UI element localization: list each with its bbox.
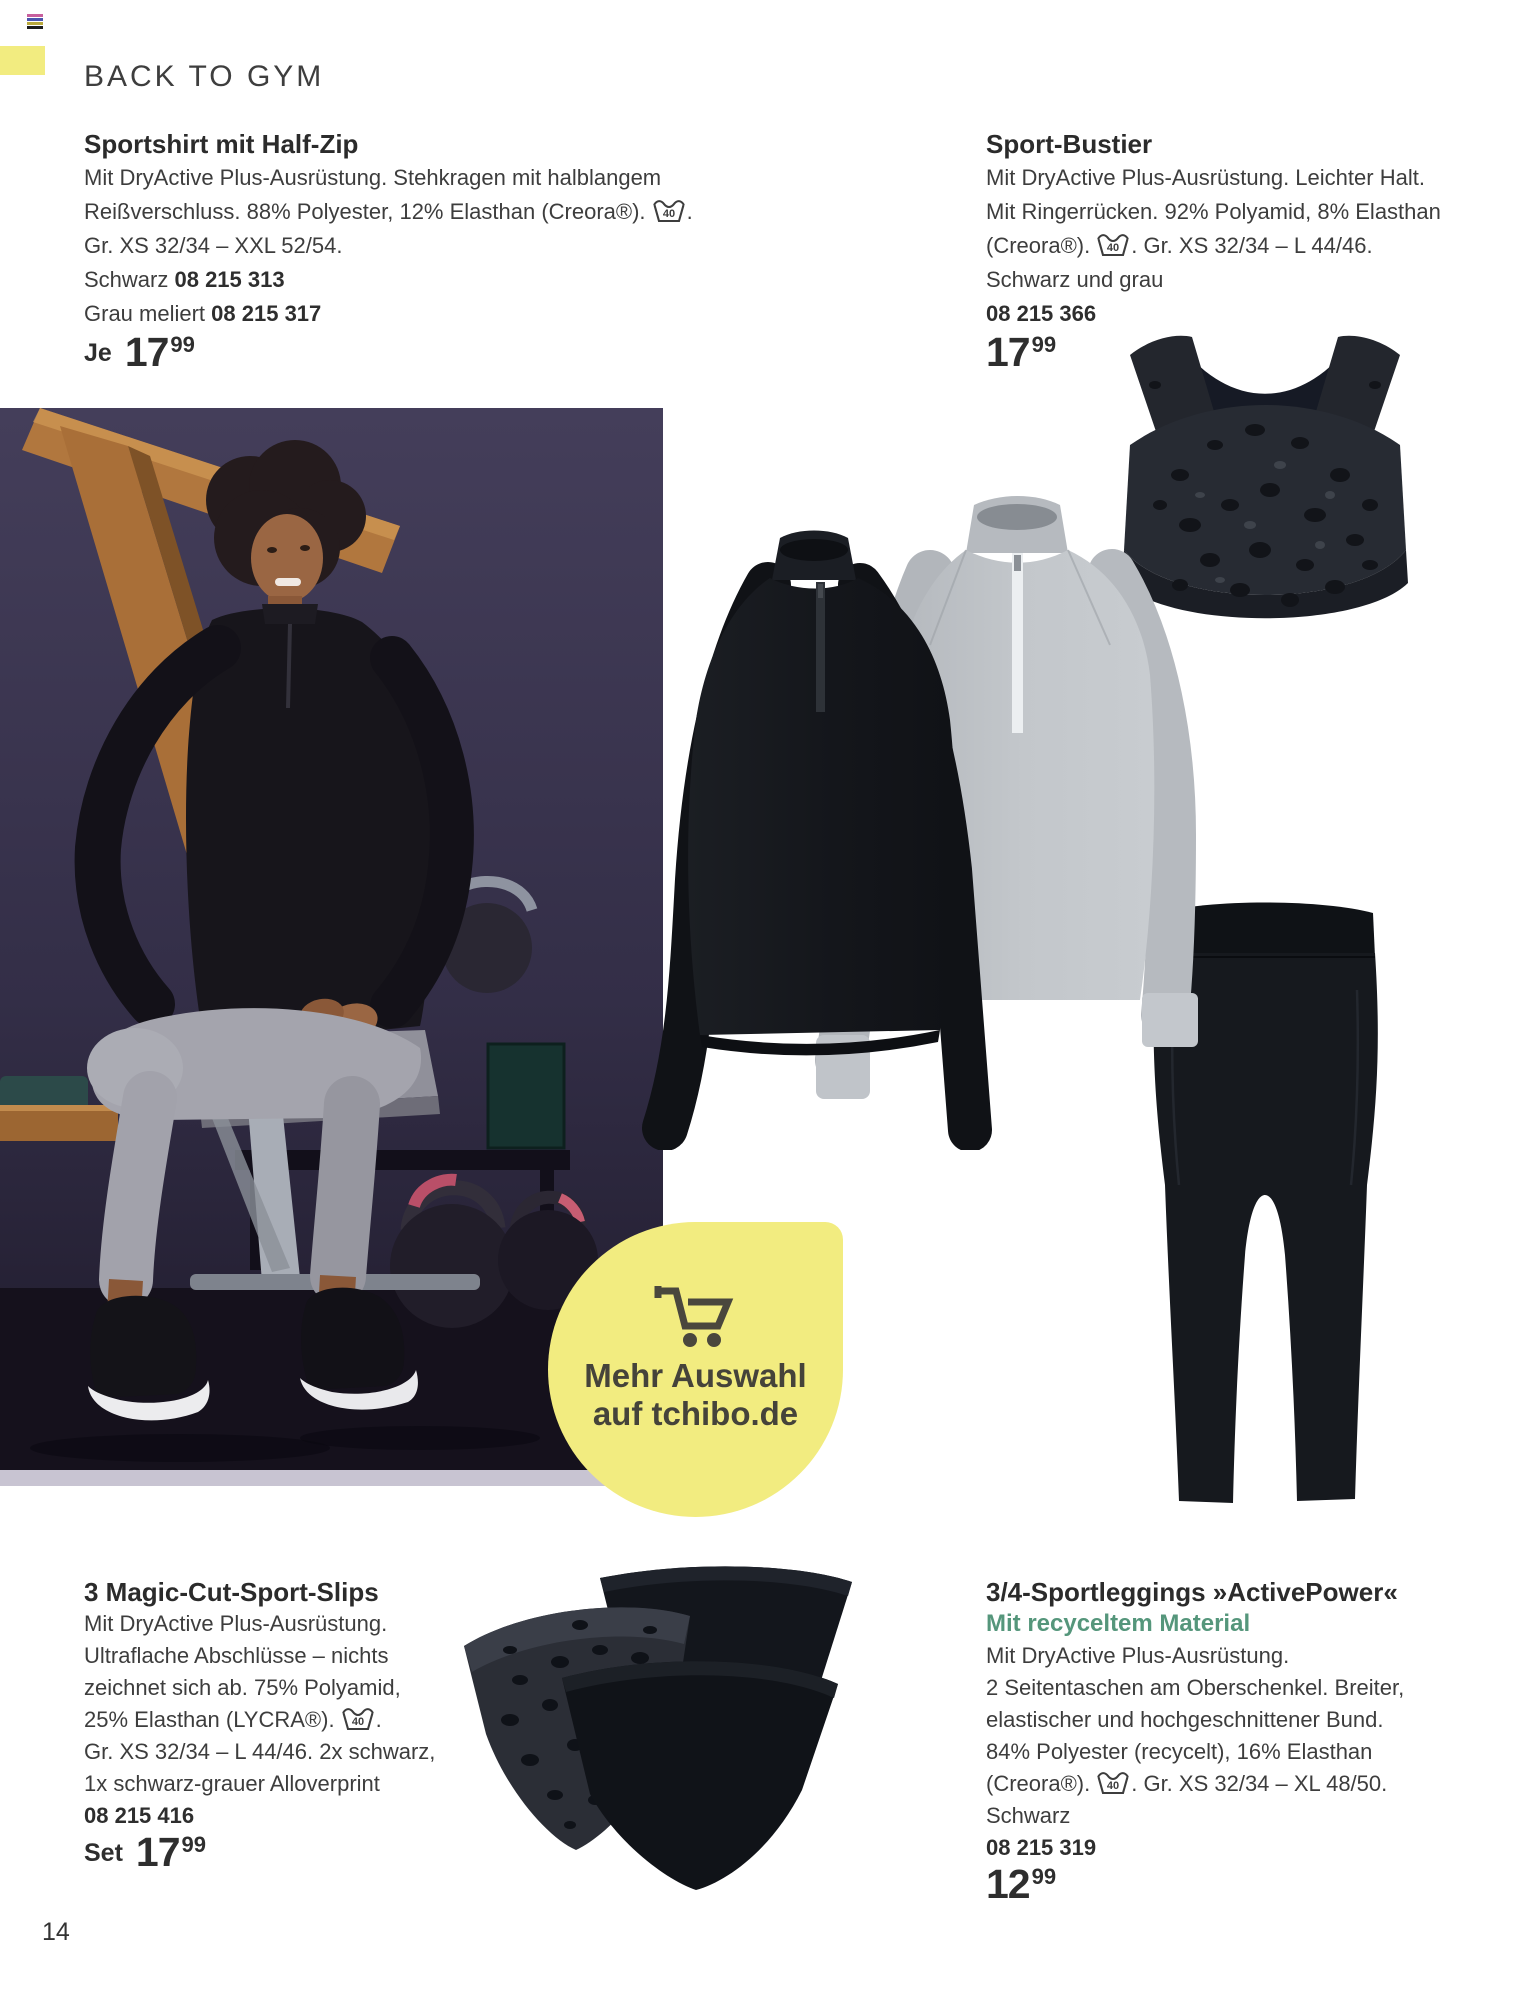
promo-text-line1: Mehr Auswahl [584, 1357, 807, 1394]
desc-line [986, 1672, 1404, 1704]
svg-text:40: 40 [662, 208, 675, 220]
order-code: 08 215 319 [986, 1835, 1097, 1860]
product-title: Sport-Bustier [986, 129, 1153, 159]
desc-line [986, 1640, 1404, 1672]
svg-text:40: 40 [1107, 242, 1120, 254]
product-info-slips [84, 1576, 435, 1878]
desc-line [84, 1704, 435, 1736]
desc-text: zeichnet sich ab. 75% Polyamid, [84, 1675, 401, 1700]
price-euros: 12 [986, 1861, 1030, 1907]
product-image-sport-slips [450, 1550, 890, 1900]
desc-line [986, 195, 1441, 229]
desc-text: Reißverschluss. 88% Polyester, 12% Elasthan (Creora®). [84, 199, 646, 224]
product-title: 3 Magic-Cut-Sport-Slips [84, 1577, 379, 1607]
desc-line [84, 229, 693, 263]
desc-text: Schwarz [986, 1803, 1071, 1828]
desc-line [84, 1736, 435, 1768]
color-label: Grau meliert [84, 301, 206, 326]
price-prefix: Set [84, 1839, 123, 1867]
wash-at-40-icon [341, 1705, 375, 1732]
desc-text: Mit DryActive Plus-Ausrüstung. Stehkragen mit halblangem [84, 165, 662, 190]
desc-line [84, 1640, 435, 1672]
desc-text: Mit DryActive Plus-Ausrüstung. [986, 1643, 1290, 1668]
desc-text: Schwarz und grau [986, 267, 1164, 292]
product-info-sportshirt [84, 127, 693, 379]
desc-line [84, 1768, 435, 1800]
desc-line [986, 161, 1441, 195]
price [84, 1829, 435, 1878]
print-registration-mark [27, 14, 43, 30]
promo-bubble-tchibo [548, 1222, 843, 1517]
desc-text: Mit DryActive Plus-Ausrüstung. Leichter Halt. [986, 165, 1425, 190]
order-code: 08 215 416 [84, 1803, 195, 1828]
reg-bar-black [27, 26, 43, 29]
desc-line [84, 195, 693, 229]
desc-line [84, 161, 693, 195]
color-label: Schwarz [84, 267, 169, 292]
desc-text: 2 Seitentaschen am Oberschenkel. Breiter, [986, 1675, 1405, 1700]
wash-at-40-icon [1096, 231, 1130, 258]
product-title: Sportshirt mit Half-Zip [84, 129, 359, 159]
desc-line [84, 1672, 435, 1704]
svg-text:40: 40 [1107, 1780, 1120, 1792]
recycled-material-label: Mit recyceltem Material [986, 1610, 1251, 1637]
desc-text: Ultraflache Abschlüsse – nichts [84, 1643, 389, 1668]
desc-text: 84% Polyester (recycelt), 16% Elasthan [986, 1739, 1373, 1764]
desc-text: . Gr. XS 32/34 – L 44/46. [1131, 233, 1373, 258]
price-euros: 17 [135, 1829, 180, 1875]
accent-bar [0, 46, 45, 75]
desc-text: . [686, 199, 693, 224]
price [84, 329, 693, 379]
order-code: 08 215 366 [986, 301, 1097, 326]
desc-text: . Gr. XS 32/34 – XL 48/50. [1131, 1771, 1388, 1796]
price [986, 1861, 1404, 1910]
page-title: BACK TO GYM [84, 60, 325, 94]
price-cents: 99 [181, 1832, 206, 1857]
desc-text: Gr. XS 32/34 – XXL 52/54. [84, 233, 343, 258]
desc-text: Gr. XS 32/34 – L 44/46. 2x schwarz, [84, 1739, 436, 1764]
wash-at-40-icon [652, 197, 686, 224]
price-cents: 99 [1031, 1864, 1057, 1889]
cart-icon [648, 1278, 744, 1352]
desc-line [84, 1608, 435, 1640]
price-cents: 99 [170, 332, 195, 357]
reg-bar-magenta [27, 14, 43, 17]
product-info-leggings [986, 1576, 1404, 1910]
price-euros: 17 [124, 329, 169, 375]
promo-text-line2: auf tchibo.de [592, 1395, 799, 1432]
order-code: 08 215 313 [174, 267, 285, 292]
order-code: 08 215 317 [211, 301, 322, 326]
price-prefix: Je [84, 339, 112, 367]
reg-bar-blue [27, 18, 43, 21]
desc-text: (Creora®). [986, 1771, 1091, 1796]
desc-text: (Creora®). [986, 233, 1091, 258]
desc-text: Mit Ringerrücken. 92% Polyamid, 8% Elasthan [986, 199, 1441, 224]
price-euros: 17 [986, 329, 1030, 375]
desc-text: . [375, 1707, 382, 1732]
desc-line [986, 1736, 1404, 1768]
reg-bar-yellow [27, 22, 43, 25]
desc-line [986, 1768, 1404, 1800]
svg-text:40: 40 [351, 1716, 364, 1728]
color-code-line [84, 263, 693, 297]
color-code-line [84, 297, 693, 331]
desc-line [986, 1704, 1404, 1736]
price-cents: 99 [1031, 332, 1057, 357]
desc-text: Mit DryActive Plus-Ausrüstung. [84, 1611, 388, 1636]
page-number: 14 [42, 1918, 70, 1946]
product-title: 3/4-Sportleggings »ActivePower« [986, 1577, 1398, 1607]
product-image-shirt-black [620, 530, 1020, 1150]
desc-line [986, 263, 1441, 297]
desc-text: elastischer und hochgeschnittener Bund. [986, 1707, 1384, 1732]
wash-at-40-icon [1096, 1769, 1130, 1796]
desc-text: 25% Elasthan (LYCRA®). [84, 1707, 335, 1732]
desc-text: 1x schwarz-grauer Alloverprint [84, 1771, 380, 1796]
desc-line [986, 1800, 1404, 1832]
desc-line [986, 229, 1441, 263]
